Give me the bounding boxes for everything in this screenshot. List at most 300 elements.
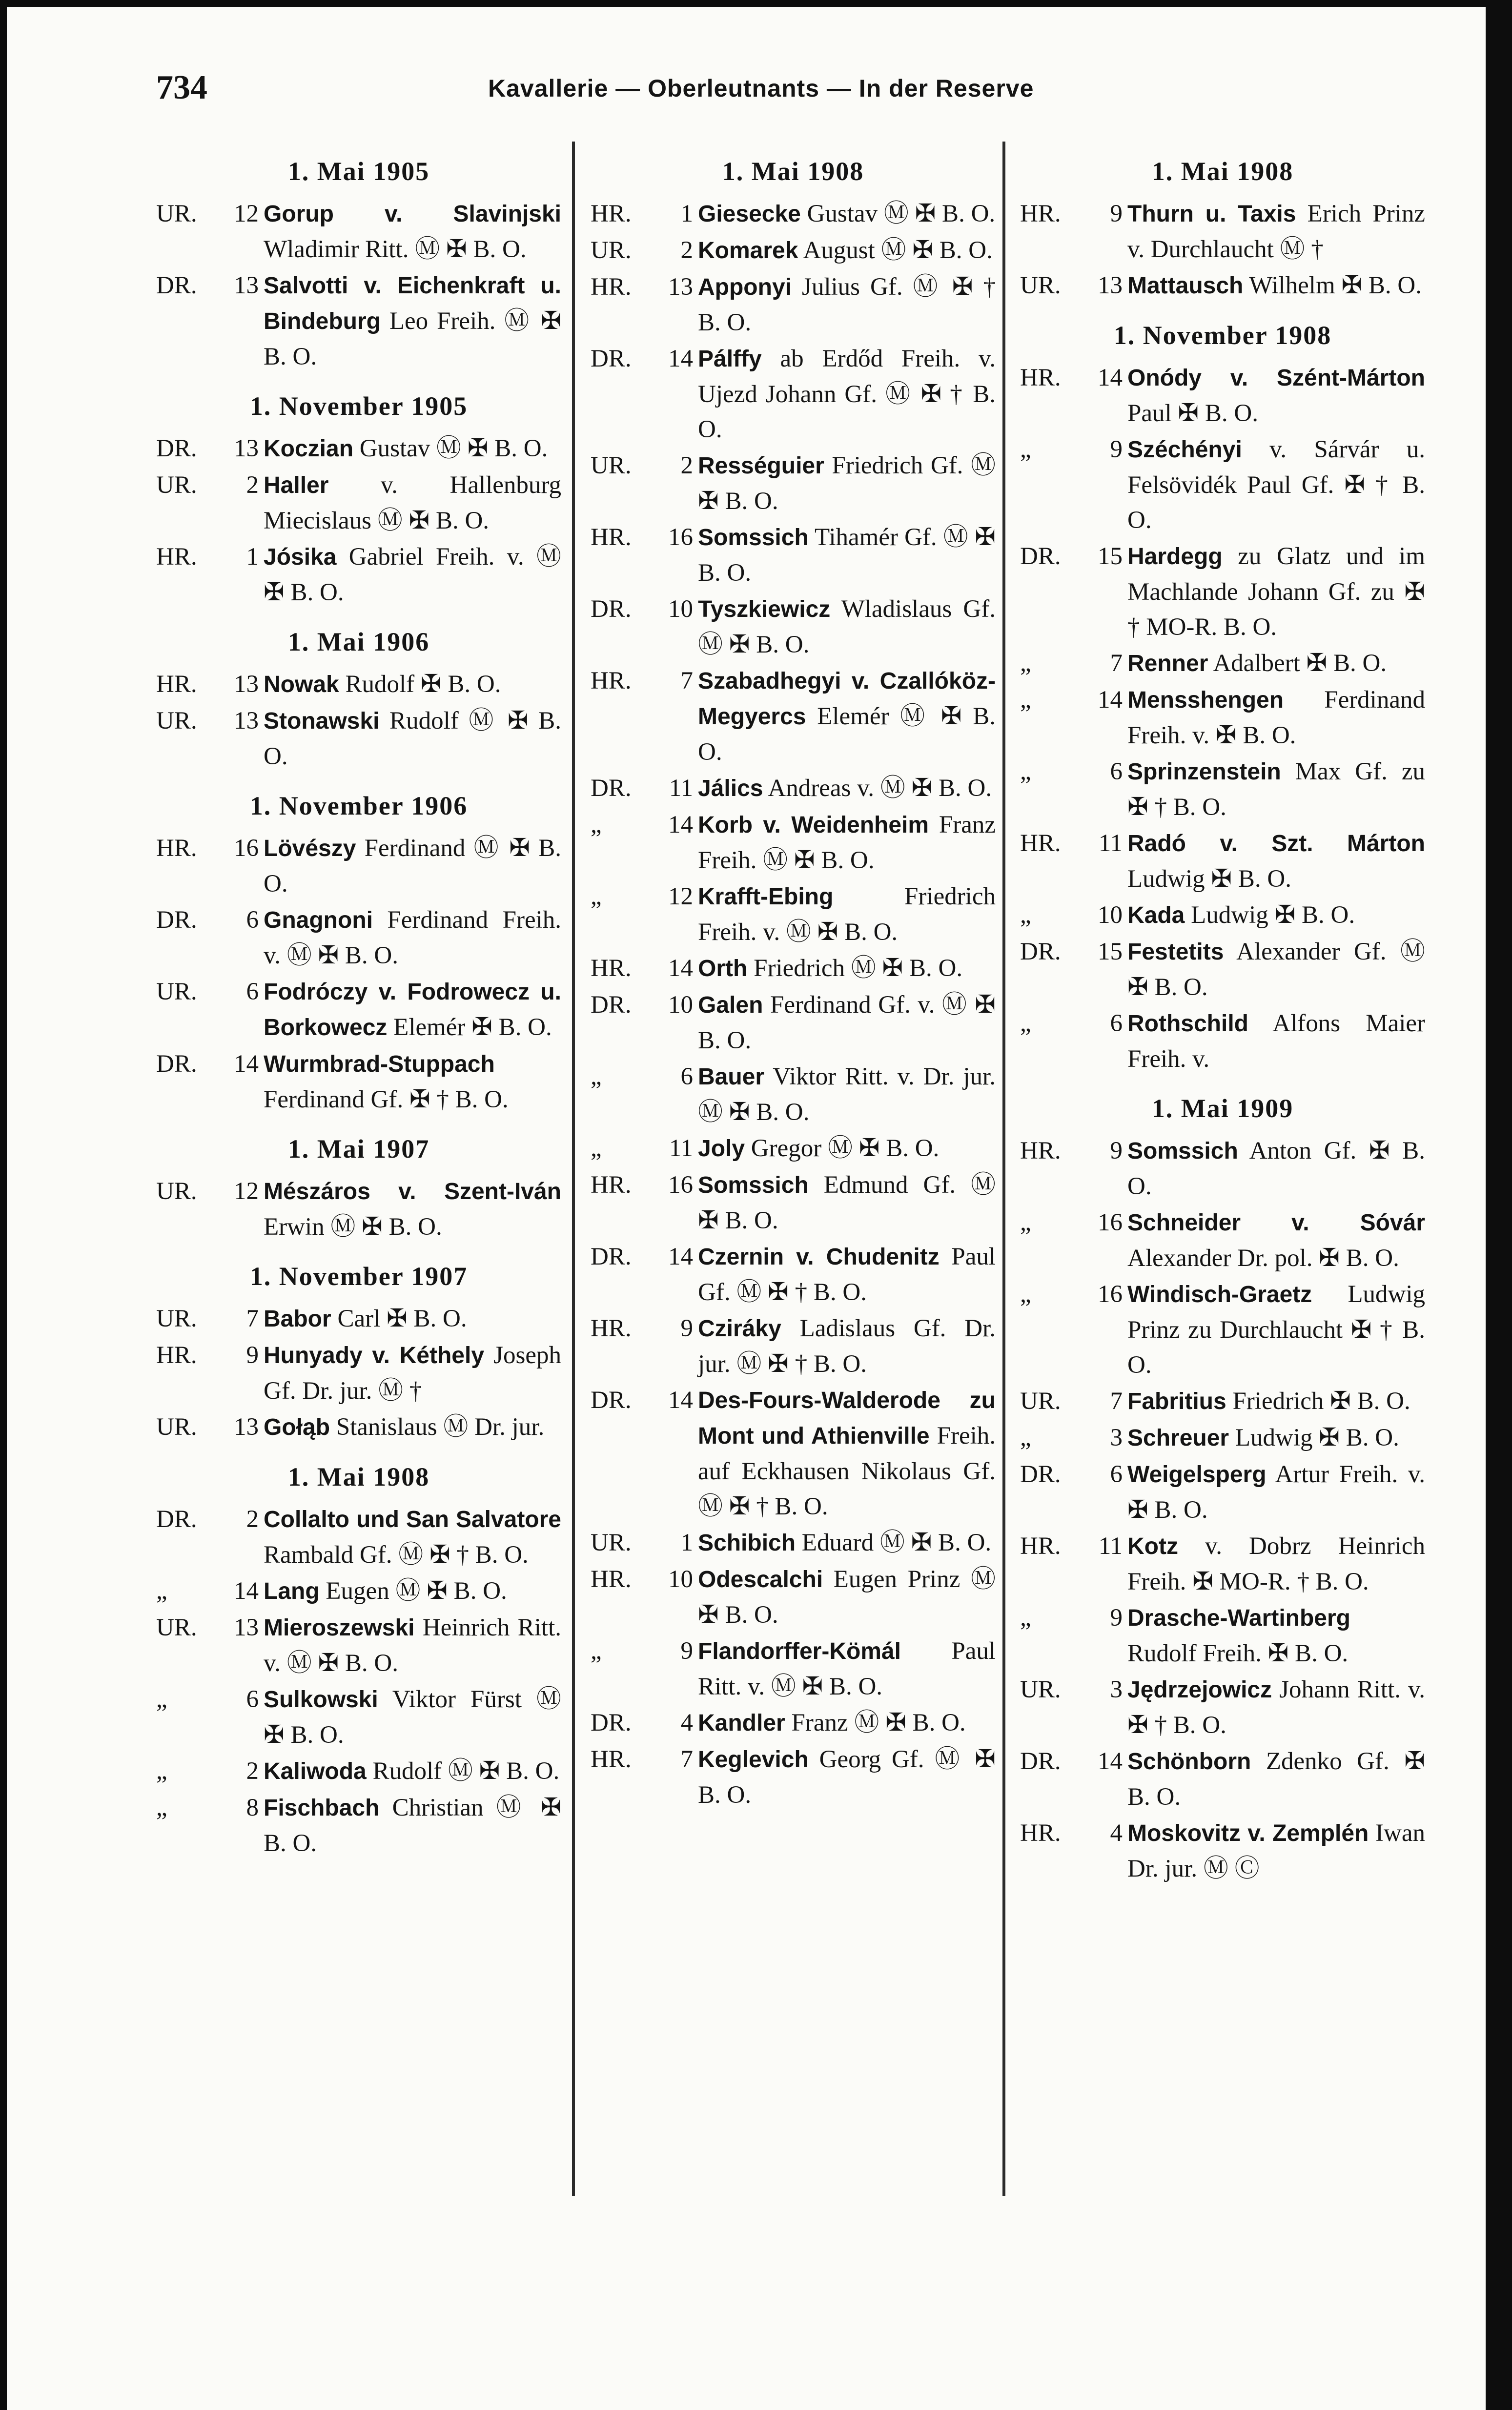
rank-code: DR. (591, 1387, 632, 1414)
rank-code: „ (591, 1637, 602, 1665)
officer-surname: Nowak (264, 672, 339, 697)
day-number: 6 (246, 978, 259, 1005)
entry-text (264, 268, 561, 374)
day-number: 6 (1110, 758, 1123, 785)
roster-entry (1020, 1006, 1425, 1077)
date-heading: 1. Mai 1908 (722, 157, 864, 186)
rank-code: UR. (156, 1413, 197, 1441)
officer-details: Ferdinand Gf. ✠ † B. O. (264, 1086, 509, 1113)
officer-details: Ludwig Prinz zu Durchlaucht ✠ † B. O. (1127, 1281, 1425, 1379)
officer-surname: Somssich (698, 525, 809, 551)
officer-surname: Korb v. Weidenheim (698, 812, 929, 838)
entry-text (698, 1059, 996, 1130)
day-number: 11 (1098, 1532, 1123, 1560)
officer-details: Friedrich Freih. v. Ⓜ ✠ B. O. (698, 883, 996, 946)
rank-code: HR. (591, 1315, 632, 1342)
roster-entry (156, 268, 561, 374)
roster-entry (156, 1301, 561, 1337)
rank-code: HR. (156, 543, 197, 571)
column-rule (1002, 142, 1005, 2196)
roster-entry (1020, 1744, 1425, 1815)
entry-text (698, 269, 996, 340)
officer-details: Ferdinand Freih. v. ✠ B. O. (1127, 686, 1425, 749)
entry-text (264, 703, 561, 774)
officer-details: Johann Ritt. v. ✠ † B. O. (1127, 1676, 1425, 1739)
scan-border-left (0, 0, 7, 2410)
rank-code: DR. (156, 272, 197, 299)
roster-entry (591, 196, 996, 232)
entry-text (1127, 646, 1425, 681)
date-heading: 1. Mai 1909 (1151, 1094, 1294, 1123)
rank-code: „ (1020, 1281, 1031, 1308)
entry-text (1127, 539, 1425, 645)
officer-details: Gustav Ⓜ ✠ B. O. (807, 200, 996, 227)
rank-code: UR. (156, 1305, 197, 1332)
officer-details: Andreas v. Ⓜ ✠ B. O. (768, 775, 992, 802)
roster-entry (156, 431, 561, 467)
day-number: 13 (234, 707, 259, 735)
rank-code: „ (156, 1686, 167, 1713)
rank-code: „ (1020, 1010, 1031, 1037)
officer-surname: Windisch-Graetz (1127, 1282, 1312, 1307)
officer-surname: Drasche-Wartinberg (1127, 1605, 1350, 1631)
entry-text (698, 1167, 996, 1238)
roster-entry (1020, 1277, 1425, 1383)
roster-entry (591, 1634, 996, 1704)
day-number: 1 (246, 543, 259, 571)
entry-text (698, 879, 996, 950)
roster-entry (591, 1562, 996, 1633)
rank-code: UR. (1020, 1676, 1061, 1703)
officer-details: Iwan Dr. jur. Ⓜ Ⓒ (1127, 1819, 1425, 1882)
day-number: 9 (1110, 1137, 1123, 1164)
officer-surname: Schönborn (1127, 1749, 1251, 1775)
officer-details: Zdenko Gf. ✠ B. O. (1127, 1748, 1425, 1811)
rank-code: DR. (1020, 938, 1061, 965)
roster-entry (591, 448, 996, 519)
rank-code: „ (591, 1135, 602, 1162)
roster-entry (156, 1338, 561, 1409)
day-number: 14 (234, 1050, 259, 1078)
roster-entry (156, 1754, 561, 1789)
roster-entry (1020, 1205, 1425, 1276)
entry-text (264, 1409, 561, 1445)
officer-details: Ludwig ✠ B. O. (1191, 901, 1355, 929)
officer-surname: Sulkowski (264, 1687, 378, 1713)
entry-text (1127, 1277, 1425, 1383)
entry-text (698, 771, 996, 806)
officer-details: Elemér ✠ B. O. (393, 1014, 552, 1041)
entry-text (698, 592, 996, 662)
rank-code: UR. (156, 471, 197, 499)
rank-code: DR. (1020, 1461, 1061, 1488)
day-number: 7 (680, 1746, 693, 1773)
officer-surname: Schreuer (1127, 1425, 1229, 1451)
roster-entry (591, 269, 996, 340)
officer-surname: Mattausch (1127, 273, 1244, 299)
officer-surname: Lang (264, 1578, 320, 1604)
entry-text (1127, 1006, 1425, 1077)
officer-details: Eduard Ⓜ ✠ B. O. (801, 1529, 992, 1556)
rank-code: UR. (156, 978, 197, 1005)
officer-details: Artur Freih. v. ✠ B. O. (1127, 1461, 1426, 1524)
officer-details: Adalbert ✠ B. O. (1213, 650, 1387, 677)
officer-surname: Onódy v. Szént-Márton (1127, 365, 1425, 391)
roster-entry (156, 1682, 561, 1753)
entry-text (264, 1046, 561, 1117)
officer-details: Eugen Ⓜ ✠ B. O. (326, 1577, 507, 1605)
rank-code: „ (156, 1577, 167, 1605)
roster-entry (156, 667, 561, 702)
officer-surname: Fodróczy v. Fodrowecz u. Borkowecz (264, 979, 561, 1041)
roster-entry (1020, 539, 1425, 645)
rank-code: „ (1020, 1424, 1031, 1451)
officer-details: Friedrich Gf. Ⓜ ✠ B. O. (698, 452, 996, 515)
officer-surname: Galen (698, 992, 763, 1018)
officer-details: Gustav Ⓜ ✠ B. O. (359, 435, 548, 462)
roster-entry (1020, 268, 1425, 304)
rank-code: DR. (591, 991, 632, 1019)
day-number: 10 (1098, 901, 1123, 929)
entry-text (698, 233, 996, 268)
officer-details: Alexander Gf. Ⓜ ✠ B. O. (1127, 938, 1425, 1001)
day-number: 14 (668, 345, 693, 372)
rank-code: HR. (591, 1171, 632, 1199)
day-number: 13 (668, 273, 693, 301)
roster-entry (1020, 1133, 1425, 1204)
entry-text (264, 1338, 561, 1409)
roster-entry (591, 1167, 996, 1238)
officer-surname: Kada (1127, 902, 1185, 928)
day-number: 14 (668, 955, 693, 982)
roster-entry (591, 951, 996, 986)
officer-surname: Jędrzejowicz (1127, 1677, 1272, 1703)
rank-code: DR. (1020, 1748, 1061, 1775)
roster-entry (156, 1573, 561, 1609)
officer-surname: Hunyady v. Kéthely (264, 1343, 485, 1368)
roster-entry (1020, 1384, 1425, 1419)
rank-code: HR. (1020, 1532, 1061, 1560)
officer-surname: Mészáros v. Szent-Iván (264, 1179, 561, 1205)
roster-entry (591, 520, 996, 591)
officer-surname: Mensshengen (1127, 687, 1284, 713)
officer-surname: Joly (698, 1136, 745, 1162)
officer-details: Viktor Ritt. v. Dr. jur. Ⓜ ✠ B. O. (698, 1063, 996, 1126)
roster-entry (156, 831, 561, 901)
rank-code: HR. (591, 1746, 632, 1773)
officer-surname: Kotz (1127, 1533, 1178, 1559)
entry-text (264, 974, 561, 1045)
roster-entry (156, 1046, 561, 1117)
roster-column-2 (591, 156, 996, 1814)
officer-surname: Schibich (698, 1530, 796, 1556)
officer-surname: Krafft-Ebing (698, 884, 834, 910)
day-number: 15 (1098, 543, 1123, 570)
officer-details: Christian Ⓜ ✠ B. O. (264, 1794, 561, 1857)
roster-entry (1020, 934, 1425, 1005)
officer-surname: Gnagnoni (264, 907, 373, 933)
entry-text (264, 1301, 561, 1337)
entry-text (698, 807, 996, 878)
roster-entry (156, 1610, 561, 1681)
entry-text (698, 1239, 996, 1310)
entry-text (1127, 1133, 1425, 1204)
officer-surname: Kandler (698, 1710, 785, 1736)
entry-text (264, 1573, 561, 1609)
entry-text (264, 1790, 561, 1861)
day-number: 9 (1110, 200, 1123, 227)
officer-surname: Stonawski (264, 708, 380, 734)
rank-code: HR. (591, 1566, 632, 1593)
running-title: Kavallerie — Oberleutnants — In der Reserve (488, 75, 1034, 102)
entry-text (698, 196, 996, 232)
officer-details: Friedrich Ⓜ ✠ B. O. (754, 955, 963, 982)
day-number: 7 (680, 667, 693, 694)
day-number: 3 (1110, 1676, 1123, 1703)
officer-surname: Fabritius (1127, 1389, 1226, 1414)
officer-surname: Jálics (698, 776, 763, 801)
officer-surname: Fischbach (264, 1795, 380, 1821)
rank-code: HR. (591, 955, 632, 982)
officer-surname: Flandorffer-Kömál (698, 1638, 901, 1664)
officer-details: Viktor Fürst Ⓜ ✠ B. O. (264, 1686, 561, 1749)
day-number: 16 (234, 835, 259, 862)
day-number: 14 (1098, 686, 1123, 714)
day-number: 13 (1098, 272, 1123, 299)
officer-details: Rudolf ✠ B. O. (345, 671, 501, 698)
officer-details: Tihamér Gf. Ⓜ ✠ B. O. (698, 524, 996, 587)
officer-surname: Des-Fours-Walderode zu Mont und Athienville (698, 1388, 996, 1449)
entry-text (264, 1610, 561, 1681)
entry-text (1127, 934, 1425, 1005)
roster-entry (1020, 682, 1425, 753)
roster-entry (591, 807, 996, 878)
date-heading: 1. Mai 1908 (1151, 157, 1294, 186)
day-number: 2 (680, 452, 693, 479)
officer-details: Elemér Ⓜ ✠ B. O. (698, 703, 996, 766)
page-header (156, 63, 1435, 117)
date-heading: 1. Mai 1906 (287, 627, 430, 656)
roster-entry (1020, 1816, 1425, 1886)
date-heading: 1. November 1906 (249, 791, 468, 820)
scan-border-right (1486, 0, 1512, 2410)
entry-text (264, 831, 561, 901)
roster-entry (1020, 1672, 1425, 1743)
officer-surname: Schneider v. Sóvár (1127, 1210, 1425, 1236)
day-number: 12 (668, 883, 693, 910)
officer-details: Ludwig ✠ B. O. (1127, 865, 1291, 893)
entry-text (1127, 826, 1425, 897)
officer-surname: Salvotti v. Eichenkraft u. Bindeburg (264, 273, 561, 334)
day-number: 2 (246, 471, 259, 499)
officer-surname: Komarek (698, 238, 798, 264)
day-number: 13 (234, 272, 259, 299)
rank-code: DR. (156, 435, 197, 462)
entry-text (1127, 1457, 1425, 1528)
officer-details: Paul ✠ B. O. (1127, 400, 1258, 427)
officer-details: Paul Ritt. v. Ⓜ ✠ B. O. (698, 1637, 996, 1700)
roster-entry (591, 771, 996, 806)
rank-code: DR. (156, 1506, 197, 1533)
officer-details: Ferdinand Ⓜ ✠ B. O. (264, 835, 562, 898)
officer-surname: Weigelsperg (1127, 1462, 1267, 1488)
day-number: 14 (668, 811, 693, 838)
roster-entry (156, 539, 561, 610)
day-number: 6 (246, 1686, 259, 1713)
officer-surname: Tyszkiewicz (698, 596, 831, 622)
officer-surname: Koczian (264, 436, 354, 462)
rank-code: HR. (1020, 200, 1061, 227)
officer-details: v. Hallenburg Miecislaus Ⓜ ✠ B. O. (264, 471, 561, 534)
officer-details: Alexander Dr. pol. ✠ B. O. (1127, 1245, 1399, 1272)
roster-entry (591, 1525, 996, 1561)
officer-details: Eugen Prinz Ⓜ ✠ B. O. (698, 1566, 996, 1629)
day-number: 3 (1110, 1424, 1123, 1451)
day-number: 14 (668, 1387, 693, 1414)
officer-details: Erwin Ⓜ ✠ B. O. (264, 1213, 442, 1241)
rank-code: UR. (591, 237, 632, 264)
rank-code: „ (1020, 1209, 1031, 1236)
roster-entry (1020, 826, 1425, 897)
officer-details: v. Dobrz Heinrich Freih. ✠ MO-R. † B. O. (1127, 1532, 1425, 1595)
column-rule (572, 142, 575, 2196)
officer-details: Edmund Gf. Ⓜ ✠ B. O. (698, 1171, 996, 1234)
officer-surname: Apponyi (698, 274, 792, 300)
roster-entry (1020, 898, 1425, 933)
officer-details: Joseph Gf. Dr. jur. Ⓜ † (264, 1342, 561, 1405)
officer-details: Freih. auf Eckhausen Nikolaus Gf. Ⓜ ✠ † B. O. (698, 1422, 996, 1520)
day-number: 2 (680, 237, 693, 264)
entry-text (264, 1174, 561, 1245)
entry-text (1127, 754, 1425, 825)
day-number: 4 (680, 1709, 693, 1736)
entry-text (264, 902, 561, 973)
rank-code: „ (591, 1063, 602, 1090)
day-number: 16 (668, 1171, 693, 1199)
officer-surname: Szabadhegyi v. Czallóköz-Megyercs (698, 668, 996, 730)
day-number: 1 (680, 1529, 693, 1556)
officer-details: Paul Gf. Ⓜ ✠ † B. O. (698, 1243, 996, 1306)
day-number: 13 (234, 1413, 259, 1441)
officer-details: Alfons Maier Freih. v. (1127, 1010, 1426, 1073)
officer-surname: Jósika (264, 544, 337, 570)
rank-code: HR. (1020, 830, 1061, 857)
roster-entry (591, 1705, 996, 1741)
day-number: 2 (246, 1506, 259, 1533)
officer-details: Erich Prinz v. Durchlaucht Ⓜ † (1127, 200, 1425, 263)
officer-details: Friedrich ✠ B. O. (1232, 1388, 1410, 1415)
officer-details: Heinrich Ritt. v. Ⓜ ✠ B. O. (264, 1614, 562, 1677)
day-number: 13 (234, 671, 259, 698)
roster-column-3 (1020, 156, 1425, 1887)
officer-surname: Mieroszewski (264, 1615, 415, 1641)
rank-code: DR. (1020, 543, 1061, 570)
scan-border-top (0, 0, 1512, 7)
officer-surname: Rothschild (1127, 1011, 1248, 1037)
entry-text (698, 1742, 996, 1813)
rank-code: HR. (1020, 1137, 1061, 1164)
rank-code: HR. (156, 671, 197, 698)
rank-code: UR. (156, 1614, 197, 1641)
officer-details: Julius Gf. Ⓜ ✠ † B. O. (698, 273, 996, 336)
entry-text (1127, 1529, 1425, 1599)
roster-entry (591, 1239, 996, 1310)
officer-details: Ladislaus Gf. Dr. jur. Ⓜ ✠ † B. O. (698, 1315, 996, 1378)
officer-details: Franz Ⓜ ✠ B. O. (791, 1709, 966, 1736)
roster-entry (1020, 432, 1425, 538)
day-number: 9 (680, 1637, 693, 1665)
officer-surname: Lövészy (264, 836, 356, 861)
rank-code: HR. (156, 835, 197, 862)
officer-surname: Somssich (698, 1172, 809, 1198)
entry-text (1127, 268, 1425, 304)
rank-code: UR. (156, 1178, 197, 1205)
day-number: 12 (234, 200, 259, 227)
rank-code: „ (156, 1757, 167, 1785)
entry-text (1127, 1672, 1425, 1743)
rank-code: HR. (1020, 1819, 1061, 1847)
day-number: 15 (1098, 938, 1123, 965)
roster-entry (1020, 1529, 1425, 1599)
rank-code: UR. (1020, 1388, 1061, 1415)
officer-details: zu Glatz und im Machlande Johann Gf. zu ✠ † MO-R. B. O. (1127, 543, 1425, 641)
roster-entry (591, 1311, 996, 1382)
officer-details: Rudolf Freih. ✠ B. O. (1127, 1640, 1349, 1667)
officer-surname: Pálffy (698, 346, 762, 372)
roster-entry (591, 879, 996, 950)
day-number: 12 (234, 1178, 259, 1205)
officer-details: Wladimir Ritt. Ⓜ ✠ B. O. (264, 236, 527, 263)
day-number: 16 (1098, 1209, 1123, 1236)
officer-surname: Cziráky (698, 1316, 781, 1342)
rank-code: DR. (591, 775, 632, 802)
officer-details: Rudolf Ⓜ ✠ B. O. (372, 1757, 560, 1785)
entry-text (1127, 1600, 1425, 1671)
rank-code: „ (591, 883, 602, 910)
officer-surname: Gorup v. Slavinjski (264, 201, 561, 227)
entry-text (698, 448, 996, 519)
day-number: 9 (1110, 436, 1123, 463)
rank-code: HR. (156, 1342, 197, 1369)
officer-details: Stanislaus Ⓜ Dr. jur. (336, 1413, 545, 1441)
rank-code: UR. (591, 1529, 632, 1556)
entry-text (1127, 1744, 1425, 1815)
entry-text (698, 520, 996, 591)
entry-text (698, 1562, 996, 1633)
officer-surname: Thurn u. Taxis (1127, 201, 1296, 227)
roster-entry (156, 196, 561, 267)
entry-text (264, 1754, 561, 1789)
day-number: 11 (1098, 830, 1123, 857)
rank-code: HR. (591, 200, 632, 227)
rank-code: DR. (591, 1709, 632, 1736)
rank-code: DR. (591, 595, 632, 623)
roster-entry (1020, 1457, 1425, 1528)
rank-code: UR. (591, 452, 632, 479)
roster-entry (1020, 1600, 1425, 1671)
entry-text (698, 1383, 996, 1524)
roster-entry (591, 592, 996, 662)
officer-details: Leo Freih. Ⓜ ✠ B. O. (264, 307, 561, 370)
officer-surname: Collalto und San Salvatore (264, 1507, 561, 1532)
entry-text (698, 1311, 996, 1382)
officer-details: Gregor Ⓜ ✠ B. O. (751, 1135, 940, 1162)
entry-text (698, 1705, 996, 1741)
day-number: 8 (246, 1794, 259, 1821)
rank-code: „ (1020, 686, 1031, 714)
entry-text (1127, 1205, 1425, 1276)
entry-text (698, 987, 996, 1058)
